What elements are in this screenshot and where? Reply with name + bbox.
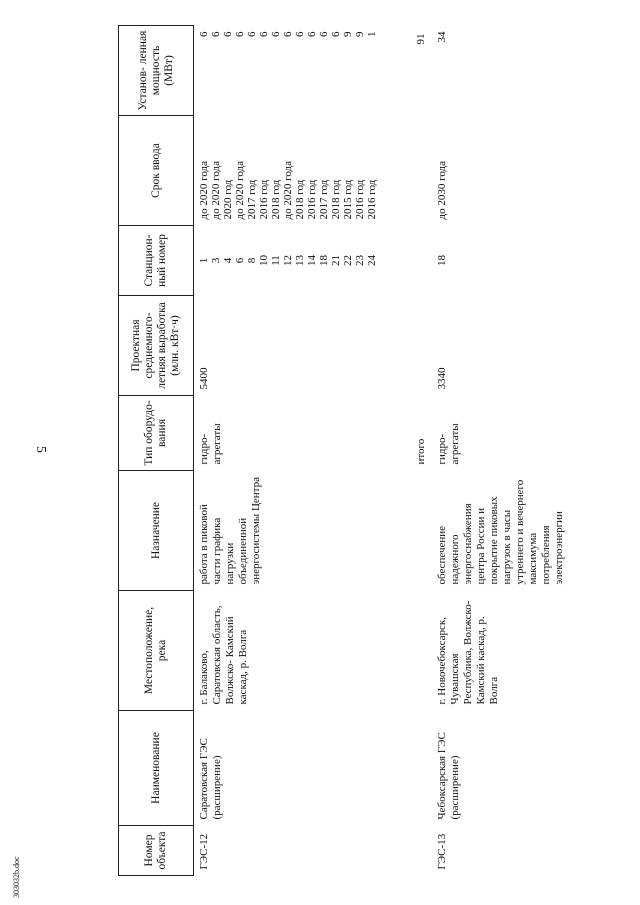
col-header-date: Срок ввода xyxy=(119,116,194,226)
commission-date: до 2020 года xyxy=(282,161,294,220)
table-row xyxy=(194,26,433,876)
station-number: 23 xyxy=(354,255,366,266)
total-label: итого xyxy=(415,438,427,465)
date-list xyxy=(436,122,448,220)
date-list xyxy=(198,122,378,220)
table-row xyxy=(432,26,590,876)
unit-power: 6 xyxy=(222,31,234,37)
cell-number: ГЭС-13 xyxy=(436,833,448,870)
commission-date: 2016 год xyxy=(258,179,270,220)
commission-date: 2015 год xyxy=(342,179,354,220)
unit-power: 6 xyxy=(234,31,246,37)
unit-power: 6 xyxy=(270,31,282,37)
cell-stations xyxy=(194,226,433,296)
commission-date: 2016 год xyxy=(306,179,318,220)
cell-dates xyxy=(432,116,590,226)
rotated-table-wrapper xyxy=(118,26,638,876)
station-number: 14 xyxy=(306,255,318,266)
total-power: 91 xyxy=(415,33,427,45)
commission-date: до 2030 года xyxy=(436,161,448,220)
equipment-text: гидро- агрегаты xyxy=(198,423,223,465)
unit-power: 9 xyxy=(342,31,354,37)
commission-date: 2018 год xyxy=(330,179,342,220)
unit-power: 6 xyxy=(210,31,222,37)
col-header-location: Местоположение, река xyxy=(119,591,194,711)
unit-power: 9 xyxy=(354,31,366,37)
station-number: 18 xyxy=(436,255,448,266)
station-number: 24 xyxy=(366,255,378,266)
station-number: 3 xyxy=(210,257,222,264)
cell-name: Саратовская ГЭС (расширение) xyxy=(198,738,223,820)
footer-doc-code: 303032b.doc xyxy=(12,856,21,898)
cell-power xyxy=(432,26,590,116)
commission-date: 2018 год xyxy=(294,179,306,220)
unit-power: 6 xyxy=(198,31,210,37)
power-list xyxy=(436,32,448,110)
col-header-purpose: Назначение xyxy=(119,471,194,591)
commission-date: 2017 год xyxy=(246,179,258,220)
station-number: 22 xyxy=(342,255,354,266)
unit-power: 6 xyxy=(246,31,258,37)
header-row xyxy=(119,26,194,876)
cell-purpose: работа в пиковой части графика нагрузки объединенной энергосистемы Центра xyxy=(198,477,262,585)
commission-date: 2016 год xyxy=(366,179,378,220)
cell-output: 5400 xyxy=(198,367,210,390)
station-number: 11 xyxy=(270,255,282,266)
station-number: 21 xyxy=(330,255,342,266)
col-header-number: Номер объекта xyxy=(119,826,194,876)
commission-date: 2017 год xyxy=(318,179,330,220)
station-number: 13 xyxy=(294,255,306,266)
commission-date: 2016 год xyxy=(354,179,366,220)
cell-equipment xyxy=(194,396,433,471)
cell-name: Чебоксарская ГЭС (расширение) xyxy=(436,732,461,820)
station-number: 12 xyxy=(282,255,294,266)
commission-date: 2020 год xyxy=(222,179,234,220)
station-list xyxy=(198,232,378,290)
hydro-plants-table xyxy=(118,25,590,876)
station-number: 10 xyxy=(258,255,270,266)
commission-date: до 2020 года xyxy=(210,161,222,220)
cell-number: ГЭС-12 xyxy=(198,833,210,870)
unit-power: 6 xyxy=(318,31,330,37)
commission-date: 2018 год xyxy=(270,179,282,220)
unit-power: 1 xyxy=(366,31,378,37)
station-number: 4 xyxy=(222,257,234,264)
unit-power: 6 xyxy=(294,31,306,37)
col-header-power: Установ- ленная мощность (МВт) xyxy=(119,26,194,116)
cell-stations xyxy=(432,226,590,296)
col-header-name: Наименование xyxy=(119,711,194,826)
unit-power: 6 xyxy=(282,31,294,37)
cell-location: г. Новочебоксарск, Чувашская Республика, Волжско-Камский каскад, р. Волга xyxy=(436,600,500,705)
cell-power xyxy=(194,26,433,116)
station-list xyxy=(436,232,448,290)
cell-dates xyxy=(194,116,433,226)
col-header-equipment: Тип оборудо- вания xyxy=(119,396,194,471)
col-header-output: Проектная среднемного- летняя выработка (млн. кВт·ч) xyxy=(119,296,194,396)
unit-power: 34 xyxy=(436,31,448,43)
station-number: 1 xyxy=(198,257,210,264)
power-list xyxy=(198,32,378,110)
cell-purpose: обеспечение надежного энергоснабжения центра России и покрытие пиковых нагрузок в часы утреннего и вечернего максимума потребления электроэнергии xyxy=(436,479,565,585)
col-header-station: Станцион- ный номер xyxy=(119,226,194,296)
unit-power: 6 xyxy=(306,31,318,37)
cell-equipment: гидро- агрегаты xyxy=(436,423,461,465)
cell-output: 3340 xyxy=(436,367,448,390)
station-number: 18 xyxy=(318,255,330,266)
commission-date: до 2020 года xyxy=(234,161,246,220)
unit-power: 6 xyxy=(330,31,342,37)
station-number: 8 xyxy=(246,257,258,264)
commission-date: до 2020 года xyxy=(198,161,210,220)
unit-power: 6 xyxy=(258,31,270,37)
station-number: 6 xyxy=(234,257,246,264)
page-number: 5 xyxy=(33,446,48,453)
cell-location: г. Балаково, Саратовская область, Волжско- Камский каскад, р. Волга xyxy=(198,605,249,705)
